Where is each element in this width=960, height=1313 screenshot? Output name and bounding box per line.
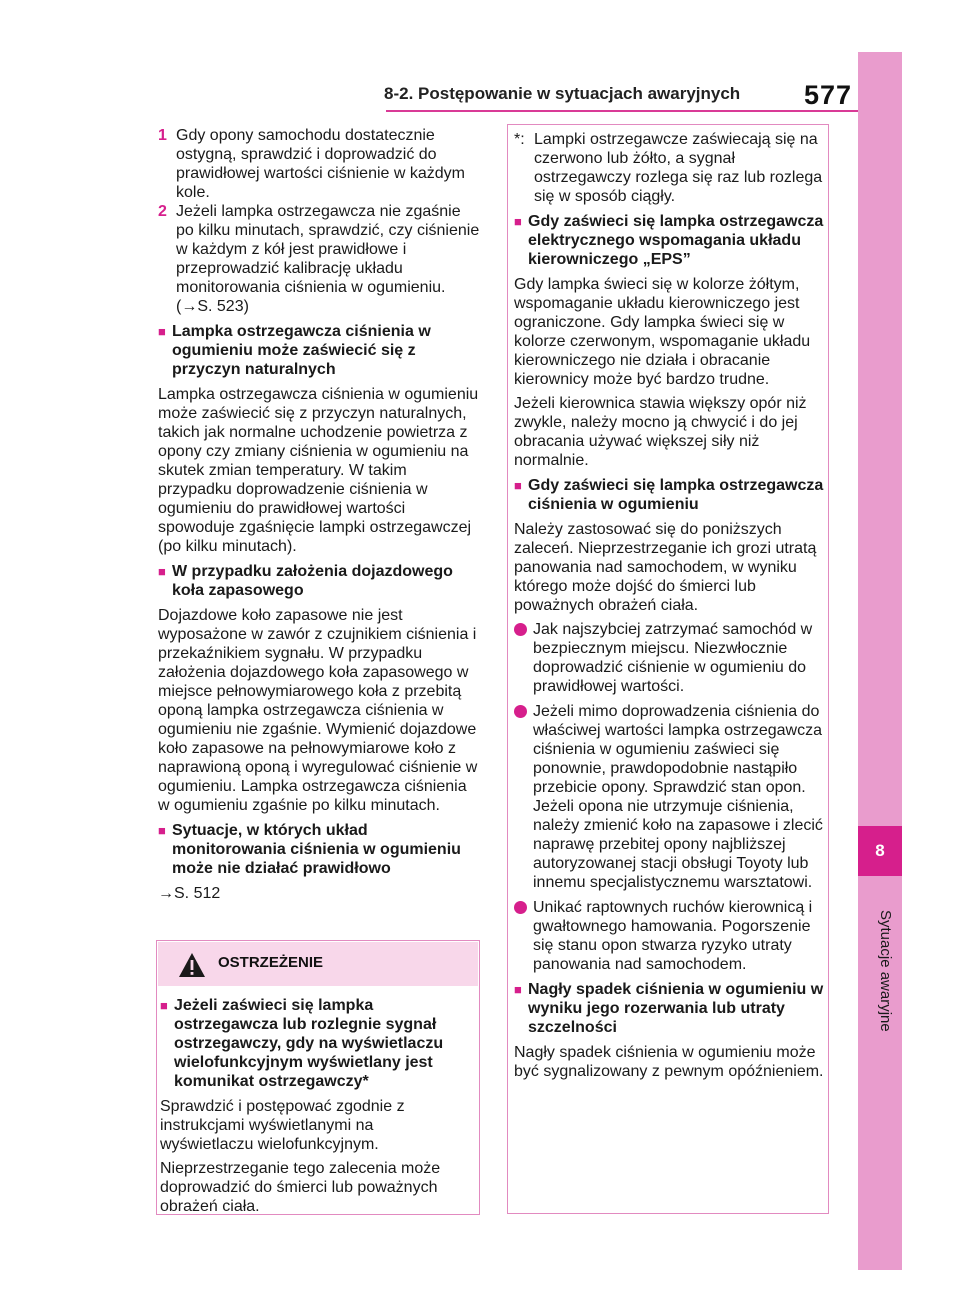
chapter-number: 8 [858, 826, 902, 876]
square-bullet-icon: ■ [158, 823, 166, 838]
step-text: Gdy opony samochodu dostatecznie ostygną, sprawdzić i doprowadzić do prawidłowej wartości ciśnienie w każdym kole. [176, 127, 465, 201]
round-bullet-icon [514, 623, 527, 636]
section-heading: ■ Gdy zaświeci się lampka ostrzegawcza elektrycznego wspomagania układu kierowniczego „EPS” [514, 213, 824, 268]
section-heading: ■ Sytuacje, w których układ monitorowania ciśnienia w ogumieniu może nie działać prawidłowo [158, 822, 461, 877]
list-item: Jeżeli mimo doprowadzenia ciśnienia do właściwej wartości lampka ostrzegawcza ciśnienia w ogumieniu zaświeci się ponownie, prawdopodobnie nastąpiło przebicie opony. Sprawdzić stan opon. Jeżeli opona nie utrzymuje ciśnienia, należy zmienić koło na zapasowe i zlecić naprawę przebitej opony najbliższej autoryzowanej stacji obsługi Toyoty lub innemu specjalistycznemu warsztatowi. [514, 702, 826, 892]
square-bullet-icon: ■ [158, 564, 166, 579]
footnote-text: Lampki ostrzegawcze zaświecają się na czerwono lub żółto, a sygnał ostrzegawczy rozlega się raz lub rozlega się w sposób ciągły. [534, 131, 823, 205]
page-header [150, 80, 858, 112]
chapter-side-tab [858, 52, 902, 1270]
step-1 [158, 126, 480, 202]
section-heading: ■ Gdy zaświeci się lampka ostrzegawcza ciśnienia w ogumieniu [514, 477, 824, 513]
section-text: Należy zastosować się do poniższych zaleceń. Nieprzestrzeganie ich grozi utratą panowania nad samochodem, w wyniku którego może dojść do śmierci lub poważnych obrażeń ciała. [514, 521, 817, 614]
left-column [158, 126, 480, 908]
page-number: 577 [803, 80, 852, 110]
section-text: Dojazdowe koło zapasowe nie jest wyposażone w zawór z czujnikiem ciśnienia i przekaźnikiem sygnału. W przypadku założenia dojazdowego koła zapasowego w miejsce pełnowymiarowego koła z przebitą oponą lampka ostrzegawcza ciśnienia w ogumieniu nie zgaśnie. Wymienić dojazdowe koło zapasowe na pełnowymiarowe koło z naprawioną oponą i wyregulować ciśnienie w ogumieniu. Lampka ostrzegawcza ciśnienia w ogumieniu zgaśnie po kilku minutach. [158, 607, 478, 814]
step-text: Jeżeli lampka ostrzegawcza nie zgaśnie po kilku minutach, sprawdzić, czy ciśnienie w każdym z kół jest prawidłowe i przeprowadzić kalibrację układu monitorowania ciśnienia w ogumieniu. (→S. 523) [176, 203, 480, 315]
square-bullet-icon: ■ [514, 478, 522, 493]
round-bullet-icon [514, 901, 527, 914]
step-2 [158, 202, 480, 316]
round-bullet-icon [514, 705, 527, 718]
right-column [514, 130, 826, 1086]
page-reference: →S. 512 [158, 885, 221, 902]
warning-text: Sprawdzić i postępować zgodnie z instrukcjami wyświetlanymi na wyświetlaczu wielofunkcyjnym. [160, 1098, 405, 1153]
section-text: Gdy lampka świeci się w kolorze żółtym, wspomaganie układu kierowniczego jest ograniczone. Gdy lampka świeci się w kolorze czerwonym, wspomaganie układu kierowniczego nie działa i obracanie kierownicy może być bardzo trudne. [514, 276, 811, 388]
section-text: Lampka ostrzegawcza ciśnienia w ogumieniu może zaświecić się z przyczyn naturalnych, takich jak normalne uchodzenie powietrza z opony czy zmiany ciśnienia w ogumieniu na skutek zmian temperatury. W takim przypadku doprowadzenie ciśnienia w ogumieniu do prawidłowej wartości spowoduje zgaśnięcie lampki ostrzegawczej (po kilku minutach). [158, 386, 479, 555]
warning-text: Nieprzestrzeganie tego zalecenia może doprowadzić do śmierci lub poważnych obrażeń ciała. [160, 1160, 441, 1215]
chapter-label: Sytuacje awaryjne [877, 910, 894, 1032]
section-heading: ■ Lampka ostrzegawcza ciśnienia w ogumieniu może zaświecić się z przyczyn naturalnych [158, 323, 431, 378]
footnote [514, 130, 826, 206]
list-item: Unikać raptownych ruchów kierownicą i gwałtownego hamowania. Pogorszenie się stanu opon stwarza ryzyko utraty panowania nad samochodem. [514, 898, 826, 974]
square-bullet-icon: ■ [158, 324, 166, 339]
square-bullet-icon: ■ [514, 982, 522, 997]
section-heading: ■ W przypadku założenia dojazdowego koła zapasowego [158, 563, 453, 599]
section-title: 8-2. Postępowanie w sytuacjach awaryjnych [384, 84, 741, 103]
section-heading: ■ Nagły spadek ciśnienia w ogumieniu w wyniku jego rozerwania lub utraty szczelności [514, 981, 824, 1036]
warning-triangle-icon [178, 952, 206, 978]
square-bullet-icon: ■ [514, 214, 522, 229]
section-text: Jeżeli kierownica stawia większy opór niż zwykle, należy mocno ją chwycić i do jej obracania używać większej siły niż normalnie. [514, 395, 807, 469]
square-bullet-icon: ■ [160, 998, 168, 1013]
warning-body [160, 990, 470, 1221]
header-rule [386, 110, 858, 112]
section-text: Nagły spadek ciśnienia w ogumieniu może być sygnalizowany z pewnym opóźnieniem. [514, 1044, 824, 1080]
warning-title: OSTRZEŻENIE [218, 954, 324, 971]
list-item: Jak najszybciej zatrzymać samochód w bezpiecznym miejscu. Niezwłocznie doprowadzić ciśnienie w ogumieniu do prawidłowej wartości. [514, 620, 826, 696]
footnote-mark: *: [514, 131, 525, 148]
warning-heading: ■ Jeżeli zaświeci się lampka ostrzegawcza lub rozlegnie sygnał ostrzegawczy, gdy na wyświetlaczu wielofunkcyjnym wyświetlany jest komunikat ostrzegawczy* [160, 997, 444, 1090]
step-number: 2 [158, 203, 167, 220]
step-number: 1 [158, 127, 167, 144]
